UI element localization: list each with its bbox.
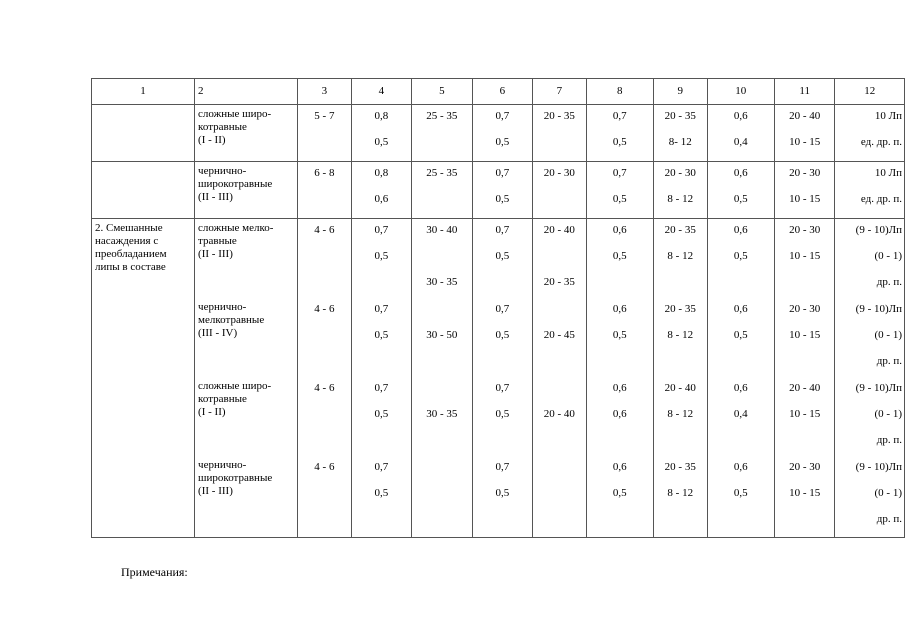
cell-value: 0,5: [374, 250, 389, 262]
cell-value: др. п.: [876, 355, 902, 367]
cell-value: 0,6: [612, 303, 627, 315]
table-cell: [472, 219, 532, 538]
table-cell: [774, 105, 835, 162]
cell-content: [775, 105, 835, 161]
cell-value: 0,5: [495, 408, 510, 420]
cell-content: [195, 219, 297, 537]
cell-value: ед. др. п.: [860, 136, 902, 148]
cell-value: 10 - 15: [789, 193, 821, 205]
table-cell: [653, 162, 707, 219]
table-cell: [412, 219, 472, 538]
cell-value: 0,6: [733, 303, 748, 315]
cell-text-line: широкотравные: [198, 472, 273, 484]
cell-value: 20 - 35: [543, 276, 575, 288]
cell-value: 20 - 35: [664, 461, 696, 473]
table-cell: [472, 105, 532, 162]
header-cell: 8: [586, 79, 653, 105]
header-cell: 3: [298, 79, 352, 105]
table-cell: [835, 162, 905, 219]
cell-value: 0,5: [733, 250, 748, 262]
header-cell: 9: [653, 79, 707, 105]
cell-text-line: котравные: [198, 393, 247, 405]
cell-value: 30 - 50: [426, 329, 458, 341]
header-cell: 12: [835, 79, 905, 105]
cell-text: [198, 459, 272, 498]
cell-value: 20 - 40: [664, 382, 696, 394]
table-cell: [533, 105, 587, 162]
cell-value: (0 - 1): [874, 408, 902, 420]
table-cell: [92, 105, 195, 162]
table-cell: [195, 219, 298, 538]
cell-value: 0,8: [374, 167, 389, 179]
cell-value: 10 - 15: [789, 329, 821, 341]
header-cell: 2: [195, 79, 298, 105]
cell-value: 0,5: [612, 329, 627, 341]
cell-content: [533, 162, 586, 218]
cell-content: [412, 162, 471, 218]
cell-value: 30 - 40: [426, 224, 458, 236]
cell-text: [198, 165, 272, 204]
cell-value: 4 - 6: [314, 224, 335, 236]
table-cell: [92, 162, 195, 219]
cell-value: 8 - 12: [667, 250, 694, 262]
cell-value: 20 - 45: [543, 329, 575, 341]
cell-value: 25 - 35: [426, 167, 458, 179]
cell-content: [533, 105, 586, 161]
cell-content: [473, 105, 532, 161]
cell-value: 8 - 12: [667, 487, 694, 499]
cell-value: 4 - 6: [314, 461, 335, 473]
table-row: [92, 219, 905, 538]
cell-value: 0,5: [495, 487, 510, 499]
cell-value: 8 - 12: [667, 329, 694, 341]
cell-value: 20 - 35: [664, 224, 696, 236]
cell-value: 0,6: [612, 382, 627, 394]
cell-text-line: котравные: [198, 121, 247, 133]
table-cell: [412, 162, 472, 219]
cell-value: (9 - 10)Лп: [855, 461, 902, 473]
cell-value: 0,5: [612, 136, 627, 148]
cell-value: 0,5: [495, 136, 510, 148]
header-cell: 10: [707, 79, 774, 105]
cell-text-line: (II - III): [198, 191, 233, 203]
table-cell: [774, 162, 835, 219]
table-cell: [774, 219, 835, 538]
cell-text-line: сложные мелко-: [198, 222, 274, 234]
cell-content: [298, 162, 351, 218]
cell-value: 5 - 7: [314, 110, 335, 122]
cell-text: [198, 380, 271, 419]
table-cell: [707, 219, 774, 538]
cell-value: 10 - 15: [789, 136, 821, 148]
cell-text-line: (II - III): [198, 485, 233, 497]
cell-text-line: (I - II): [198, 134, 226, 146]
table-cell: [653, 219, 707, 538]
cell-value: 0,7: [495, 303, 510, 315]
cell-content: [654, 105, 707, 161]
header-cell: 6: [472, 79, 532, 105]
cell-text: [95, 222, 167, 274]
cell-text-line: липы в составе: [95, 261, 166, 273]
table-row: [92, 162, 905, 219]
cell-content: [92, 105, 194, 161]
cell-content: [352, 162, 411, 218]
cell-value: др. п.: [876, 434, 902, 446]
cell-value: 20 - 40: [789, 382, 821, 394]
cell-text: [198, 301, 264, 340]
table-cell: [351, 162, 411, 219]
table-cell: [298, 162, 352, 219]
cell-content: [654, 162, 707, 218]
header-cell: 11: [774, 79, 835, 105]
cell-content: [92, 162, 194, 218]
cell-value: 0,6: [612, 408, 627, 420]
cell-value: 0,5: [374, 136, 389, 148]
cell-content: [708, 219, 774, 537]
cell-value: (9 - 10)Лп: [855, 303, 902, 315]
header-cell: 4: [351, 79, 411, 105]
cell-value: др. п.: [876, 276, 902, 288]
cell-value: 8 - 12: [667, 408, 694, 420]
cell-value: 30 - 35: [426, 276, 458, 288]
table-cell: [586, 219, 653, 538]
cell-value: 0,7: [374, 461, 389, 473]
cell-value: 0,6: [733, 461, 748, 473]
cell-text-line: чернично-: [198, 165, 247, 177]
table-cell: [92, 219, 195, 538]
table-cell: [195, 105, 298, 162]
cell-value: 0,5: [495, 329, 510, 341]
cell-text-line: травные: [198, 235, 237, 247]
cell-value: 20 - 30: [543, 167, 575, 179]
cell-value: 0,5: [374, 329, 389, 341]
table-cell: [412, 105, 472, 162]
cell-content: [835, 162, 904, 218]
cell-value: 0,7: [495, 110, 510, 122]
cell-content: [654, 219, 707, 537]
table-cell: [298, 219, 352, 538]
cell-value: 0,7: [495, 382, 510, 394]
cell-value: 0,7: [495, 461, 510, 473]
cell-value: 20 - 30: [789, 167, 821, 179]
cell-value: 0,5: [374, 487, 389, 499]
cell-content: [298, 105, 351, 161]
cell-text-line: (I - II): [198, 406, 226, 418]
cell-content: [533, 219, 586, 537]
cell-text: [198, 222, 273, 261]
cell-text-line: (II - III): [198, 248, 233, 260]
cell-value: 0,7: [612, 167, 627, 179]
cell-value: 0,8: [374, 110, 389, 122]
cell-value: 0,4: [733, 408, 748, 420]
cell-value: 4 - 6: [314, 303, 335, 315]
header-cell: 7: [533, 79, 587, 105]
cell-value: 10 Лп: [874, 167, 902, 179]
header-cell: 5: [412, 79, 472, 105]
cell-content: [473, 219, 532, 537]
table-cell: [586, 105, 653, 162]
cell-value: ед. др. п.: [860, 193, 902, 205]
cell-value: 0,7: [495, 224, 510, 236]
cell-content: [412, 219, 471, 537]
table-cell: [533, 219, 587, 538]
cell-value: 20 - 40: [789, 110, 821, 122]
cell-value: 0,5: [733, 487, 748, 499]
cell-value: 10 - 15: [789, 250, 821, 262]
cell-value: 4 - 6: [314, 382, 335, 394]
cell-text-line: мелкотравные: [198, 314, 265, 326]
cell-value: 20 - 35: [664, 303, 696, 315]
cell-value: (0 - 1): [874, 329, 902, 341]
cell-value: 0,5: [612, 487, 627, 499]
header-cell: 1: [92, 79, 195, 105]
cell-value: 10 - 15: [789, 487, 821, 499]
cell-value: (0 - 1): [874, 250, 902, 262]
cell-content: [195, 162, 297, 218]
cell-value: 0,6: [733, 382, 748, 394]
cell-value: 0,6: [612, 461, 627, 473]
cell-content: [352, 105, 411, 161]
cell-value: 0,5: [374, 408, 389, 420]
cell-text: [198, 108, 271, 147]
cell-value: (9 - 10)Лп: [855, 224, 902, 236]
table-cell: [351, 219, 411, 538]
cell-text-line: 2. Смешанные: [95, 222, 163, 234]
cell-content: [835, 105, 904, 161]
table-cell: [351, 105, 411, 162]
cell-content: [708, 162, 774, 218]
cell-content: [587, 162, 653, 218]
cell-content: [195, 105, 297, 161]
data-table: [91, 78, 905, 538]
cell-content: [298, 219, 351, 537]
cell-value: (9 - 10)Лп: [855, 382, 902, 394]
cell-value: 0,4: [733, 136, 748, 148]
cell-value: 0,5: [612, 250, 627, 262]
cell-value: 0,5: [733, 329, 748, 341]
cell-text-line: чернично-: [198, 301, 247, 313]
cell-value: 0,7: [612, 110, 627, 122]
cell-value: (0 - 1): [874, 487, 902, 499]
cell-value: 0,5: [612, 193, 627, 205]
cell-value: 20 - 30: [789, 224, 821, 236]
table-cell: [835, 105, 905, 162]
cell-value: 0,6: [374, 193, 389, 205]
cell-value: 0,6: [612, 224, 627, 236]
cell-value: 0,7: [374, 382, 389, 394]
cell-text-line: преобладанием: [95, 248, 167, 260]
cell-content: [587, 219, 653, 537]
table-cell: [835, 219, 905, 538]
notes-label: Примечания:: [121, 565, 188, 579]
cell-text-line: сложные широ-: [198, 380, 272, 392]
header-row: [92, 79, 905, 105]
cell-content: [775, 219, 835, 537]
table-cell: [653, 105, 707, 162]
cell-text-line: широкотравные: [198, 178, 273, 190]
cell-content: [352, 219, 411, 537]
cell-value: 20 - 40: [543, 224, 575, 236]
cell-value: 8- 12: [668, 136, 692, 148]
table-cell: [707, 105, 774, 162]
cell-value: 20 - 30: [664, 167, 696, 179]
cell-value: 20 - 30: [789, 303, 821, 315]
cell-value: 0,7: [374, 303, 389, 315]
cell-content: [708, 105, 774, 161]
cell-value: 0,7: [495, 167, 510, 179]
cell-content: [92, 219, 194, 537]
cell-content: [775, 162, 835, 218]
cell-content: [835, 219, 904, 537]
cell-value: 10 - 15: [789, 408, 821, 420]
cell-value: 25 - 35: [426, 110, 458, 122]
cell-text-line: чернично-: [198, 459, 247, 471]
table-cell: [533, 162, 587, 219]
cell-value: 20 - 30: [789, 461, 821, 473]
cell-value: 20 - 35: [543, 110, 575, 122]
cell-value: 10 Лп: [874, 110, 902, 122]
table-row: [92, 105, 905, 162]
cell-value: 20 - 35: [664, 110, 696, 122]
cell-value: 0,5: [733, 193, 748, 205]
table-cell: [195, 162, 298, 219]
cell-text-line: насаждения с: [95, 235, 159, 247]
cell-value: 0,7: [374, 224, 389, 236]
cell-value: 30 - 35: [426, 408, 458, 420]
cell-value: 0,5: [495, 250, 510, 262]
table-cell: [472, 162, 532, 219]
cell-value: 0,5: [495, 193, 510, 205]
cell-value: 8 - 12: [667, 193, 694, 205]
table-cell: [298, 105, 352, 162]
cell-text-line: (III - IV): [198, 327, 238, 339]
table-cell: [586, 162, 653, 219]
cell-value: 20 - 40: [543, 408, 575, 420]
cell-value: 0,6: [733, 110, 748, 122]
cell-content: [587, 105, 653, 161]
cell-value: 0,6: [733, 224, 748, 236]
cell-value: 0,6: [733, 167, 748, 179]
cell-text-line: сложные широ-: [198, 108, 272, 120]
cell-value: др. п.: [876, 513, 902, 525]
cell-content: [412, 105, 471, 161]
cell-value: 6 - 8: [314, 167, 335, 179]
cell-content: [473, 162, 532, 218]
table-cell: [707, 162, 774, 219]
